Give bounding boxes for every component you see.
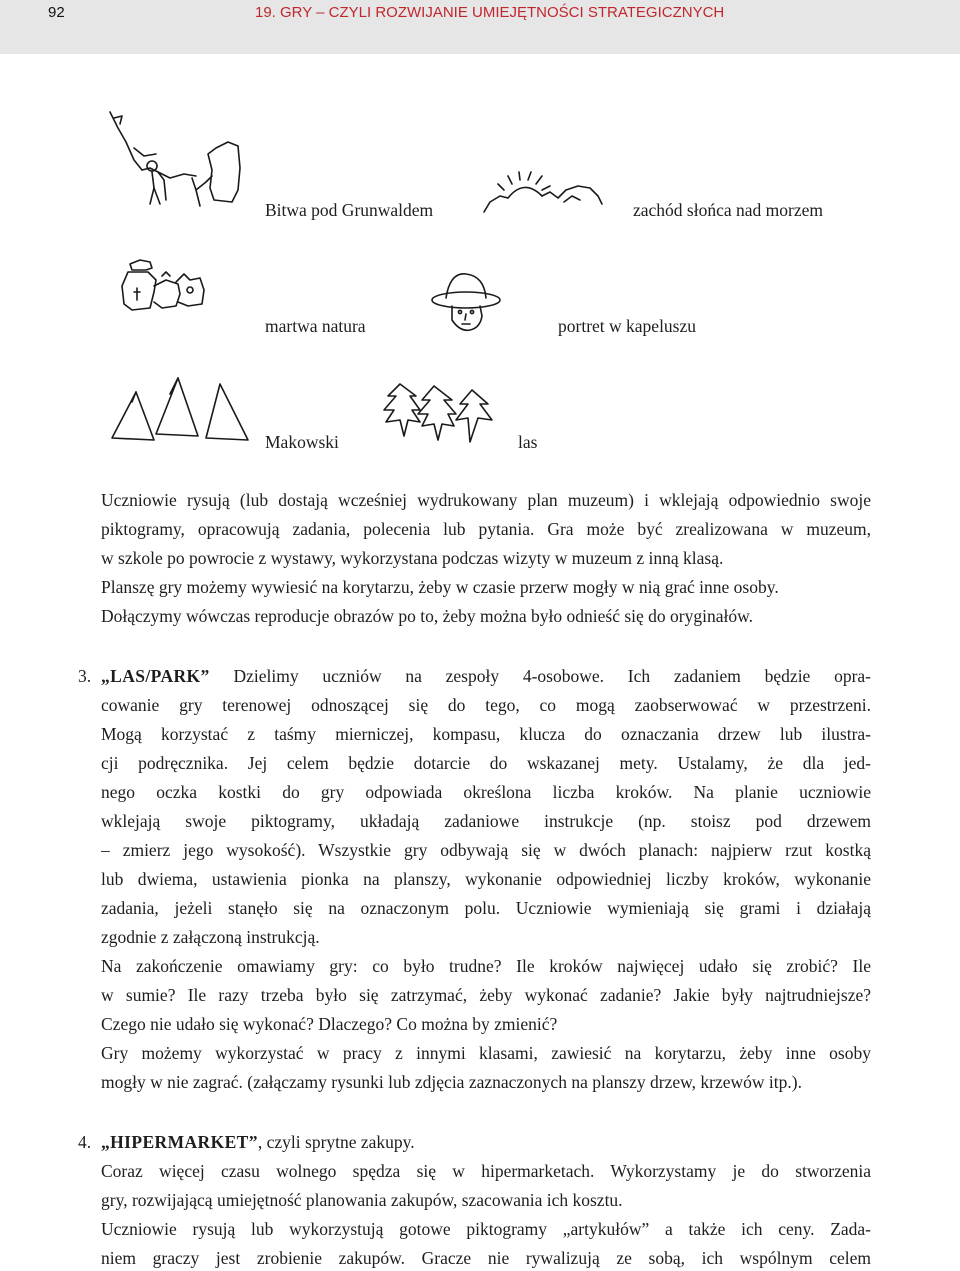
body-line: cowanie gry terenowej odnoszącej się do tego, co mogą zaobserwować w przestrzeni.	[101, 695, 871, 715]
body-line: Mogą korzystać z taśmy mierniczej, kompasu, klucza do oznaczania drzew lub ilustra-	[101, 724, 871, 744]
body-line: w sumie? Ile razy trzeba było się zatrzymać, żeby wykonać zadanie? Jakie były najtrudniejsze?	[101, 985, 871, 1005]
pictogram-label: zachód słońca nad morzem	[633, 200, 823, 220]
body-line: wklejają swoje piktogramy, układają zadaniowe instrukcje (np. stoisz pod drzewem	[101, 811, 871, 831]
portrait-hat-drawing-icon	[430, 270, 502, 336]
section-intro: , czyli sprytne zakupy.	[257, 1132, 415, 1152]
pictogram-label: martwa natura	[265, 316, 366, 336]
body-line: nego oczka kostki do gry odpowiada określona liczba kroków. Na planie uczniowie	[101, 782, 871, 802]
body-line: – zmierz jego wysokość). Wszystkie gry odbywają się w dwóch planach: najpierw rzut kostką	[101, 840, 871, 860]
body-line: mogły w nie zagrać. (załączamy rysunki lub zdjęcia zaznaczonych na planszy drzew, krzewów itp.).	[101, 1072, 802, 1092]
body-line: Dołączymy wówczas reproducje obrazów po to, żeby można było odnieść się do oryginałów.	[101, 606, 753, 626]
battle-drawing-icon	[104, 108, 244, 208]
pictogram-label: Bitwa pod Grunwaldem	[265, 200, 434, 220]
section-intro: Dzielimy uczniów na zespoły 4-osobowe. Ich zadaniem będzie opra-	[233, 666, 871, 686]
body-line: Uczniowie rysują (lub dostają wcześniej wydrukowany plan muzeum) i wklejają odpowiednio swoje	[101, 490, 871, 510]
section-first-line	[101, 1132, 871, 1153]
body-line: Na zakończenie omawiamy gry: co było trudne? Ile kroków najwięcej udało się zrobić? Ile	[101, 956, 871, 976]
pictogram-label: portret w kapeluszu	[558, 316, 697, 336]
body-line: Coraz więcej czasu wolnego spędza się w hipermarketach. Wykorzystamy je do stworzenia	[101, 1161, 871, 1181]
sunset-drawing-icon	[482, 170, 604, 216]
body-line: niem graczy jest zrobienie zakupów. Gracze nie rywalizują ze sobą, ich wspólnym celem	[101, 1248, 871, 1268]
triangles-drawing-icon	[108, 374, 254, 446]
section-first-line	[101, 666, 871, 687]
body-line: zadania, jeżeli stanęło się na oznaczonym polu. Uczniowie wymieniają się grami i działają	[101, 898, 871, 918]
pictogram-label: las	[518, 432, 538, 452]
page-number: 92	[48, 4, 65, 21]
body-line: w szkole po powrocie z wystawy, wykorzystana podczas wizyty w muzeum z inną klasą.	[101, 548, 724, 568]
body-line: Uczniowie rysują lub wykorzystują gotowe piktogramy „artykułów” a także ich ceny. Zada-	[101, 1219, 871, 1239]
chapter-title: 19. GRY – CZYLI ROZWIJANIE UMIEJĘTNOŚCI STRATEGICZNYCH	[255, 4, 725, 21]
body-line: Czego nie udało się wykonać? Dlaczego? Co można by zmienić?	[101, 1014, 558, 1034]
body-line: zgodnie z załączoną instrukcją.	[101, 927, 320, 947]
section-number: 4.	[78, 1132, 92, 1152]
section-title: „LAS/PARK”	[101, 666, 210, 686]
section-title: „HIPERMARKET”	[101, 1132, 258, 1152]
body-line: piktogramy, opracowują zadania, polecenia lub pytania. Gra może być zrealizowana w muzeum,	[101, 519, 871, 539]
body-line: Planszę gry możemy wywiesić na korytarzu, żeby w czasie przerw mogły w nią grać inne osoby.	[101, 577, 779, 597]
body-line: gry, rozwijającą umiejętność planowania zakupów, szacowania ich kosztu.	[101, 1190, 623, 1210]
body-line: lub dwiema, ustawienia pionka na planszy, wykonanie odpowiedniej liczby kroków, wykonanie	[101, 869, 871, 889]
body-line: cji podręcznika. Jej celem będzie dotarcie do wskazanej mety. Ustalamy, że dla jed-	[101, 753, 871, 773]
still-life-drawing-icon	[118, 256, 206, 316]
page-header	[0, 0, 960, 54]
body-line: Gry możemy wykorzystać w pracy z innymi klasami, zawiesić na korytarzu, żeby inne osoby	[101, 1043, 871, 1063]
pictogram-label: Makowski	[265, 432, 339, 452]
section-number: 3.	[78, 666, 92, 686]
trees-drawing-icon	[382, 380, 498, 450]
